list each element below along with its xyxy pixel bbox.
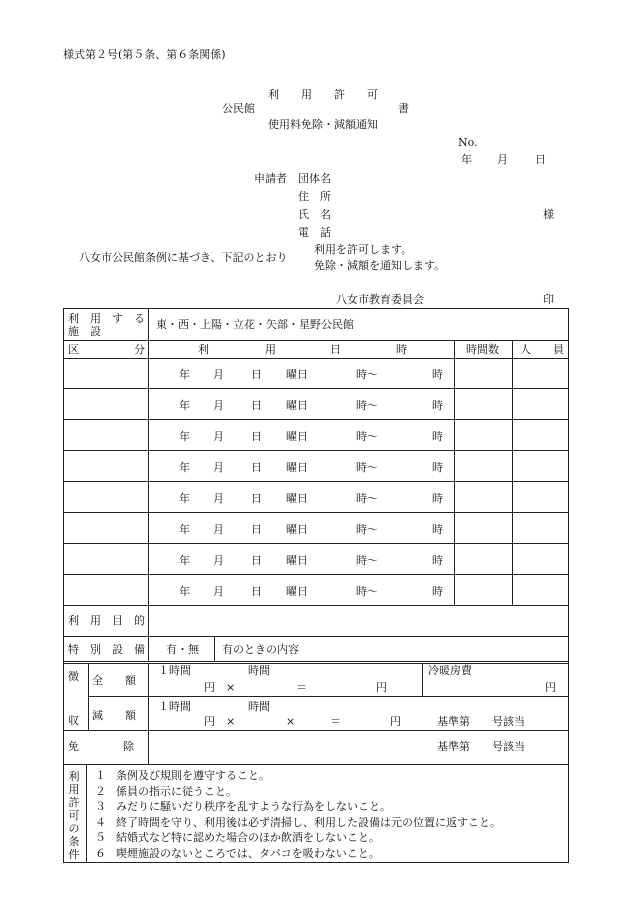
applicant-address: 住 所	[298, 190, 331, 203]
date-row-to: 時	[432, 399, 443, 412]
table-rule	[422, 663, 423, 696]
applicant-label: 申請者	[254, 172, 287, 185]
applicant-name: 氏 名	[298, 208, 331, 221]
date-row-weekday: 曜日	[286, 399, 308, 412]
table-rule	[148, 308, 149, 340]
date-row-month: 月	[213, 492, 224, 505]
condition-text: 終了時間を守り、利用後は必ず清掃し、利用した設備は元の位置に返すこと。	[116, 815, 501, 829]
condition-text: 条例及び規則を遵守すること。	[116, 769, 270, 782]
date-row-year: 年	[179, 585, 190, 598]
exempt-basis: 基準第 号該当	[437, 740, 525, 753]
issuer-seal: 印	[543, 293, 554, 306]
date-row-year: 年	[179, 461, 190, 474]
table-rule	[86, 764, 87, 862]
date-row-weekday: 曜日	[286, 523, 308, 536]
condition-text: 喫煙施設のないところでは、タバコを吸わないこと。	[116, 846, 380, 860]
facility-label: 利 用 す る 施 設	[68, 312, 145, 338]
condition-text: みだりに騒いだり秩序を乱すような行為をしないこと。	[116, 800, 391, 813]
date-row-weekday: 曜日	[286, 585, 308, 598]
date-row-day: 日	[251, 492, 262, 505]
header-people: 人 員	[520, 343, 564, 356]
date-row-from: 時～	[356, 523, 378, 536]
date-year: 年	[461, 153, 472, 166]
date-row-from: 時～	[356, 461, 378, 474]
table-rule	[63, 636, 568, 637]
equip-detail: 有のときの内容	[222, 643, 299, 656]
date-row-month: 月	[213, 368, 224, 381]
header-date-2: 用	[265, 343, 276, 356]
date-row-month: 月	[213, 461, 224, 474]
table-rule	[63, 481, 568, 482]
date-row-day: 日	[251, 523, 262, 536]
table-rule	[148, 606, 149, 636]
table-rule	[63, 663, 568, 664]
table-rule	[63, 730, 568, 731]
date-row-year: 年	[179, 430, 190, 443]
statement-option-2: 免除・減額を通知します。	[314, 259, 446, 272]
condition-text: 結婚式など特に認めた場合のほか飲酒をしないこと。	[116, 831, 380, 844]
table-rule	[63, 419, 568, 420]
fee-label-1: 徴	[68, 670, 79, 683]
condition-number: ６	[95, 846, 106, 860]
date-row-from: 時～	[356, 430, 378, 443]
date-month: 月	[497, 153, 508, 166]
table-rule	[148, 340, 149, 606]
date-row-day: 日	[251, 430, 262, 443]
date-row-month: 月	[213, 523, 224, 536]
equip-choice: 有・無	[166, 643, 199, 656]
table-rule	[454, 340, 455, 606]
table-rule	[568, 308, 569, 863]
date-row-from: 時～	[356, 368, 378, 381]
table-rule	[148, 663, 149, 730]
red-hours-2: 時間	[248, 700, 270, 713]
applicant-phone: 電 話	[298, 226, 331, 239]
full-hours-1: １時間	[158, 664, 191, 677]
table-rule	[63, 512, 568, 513]
heating-yen: 円	[545, 681, 556, 694]
date-row-to: 時	[432, 461, 443, 474]
red-basis: 基準第 号該当	[437, 715, 525, 728]
header-kubun-2: 分	[134, 343, 145, 356]
date-row-day: 日	[251, 399, 262, 412]
date-row-day: 日	[251, 585, 262, 598]
red-times-1: ×	[226, 715, 236, 728]
full-hours-2: 時間	[248, 664, 270, 677]
condition-number: ５	[95, 831, 106, 844]
date-day: 日	[535, 153, 546, 166]
header-date-3: 日	[330, 343, 341, 356]
table-rule	[63, 574, 568, 575]
statement-prefix: 八女市公民館条例に基づき、下記のとおり	[79, 251, 288, 264]
condition-number: ４	[95, 815, 106, 829]
header-hours: 時間数	[466, 343, 499, 356]
condition-text: 係員の指示に従うこと。	[116, 784, 237, 798]
table-rule	[148, 636, 149, 661]
red-hours-1: １時間	[158, 700, 191, 713]
heating-label: 冷暖房費	[428, 664, 472, 677]
condition-number: ２	[95, 784, 106, 798]
date-row-month: 月	[213, 399, 224, 412]
red-yen-2: 円	[390, 715, 401, 728]
statement-option-1: 利用を許可します。	[314, 243, 413, 256]
table-rule	[63, 661, 568, 662]
date-row-from: 時～	[356, 399, 378, 412]
table-rule	[63, 605, 568, 606]
number-label: No.	[458, 136, 478, 149]
full-times: ×	[226, 681, 236, 694]
header-kubun-1: 区	[68, 343, 79, 356]
table-rule	[63, 388, 568, 389]
date-row-to: 時	[432, 492, 443, 505]
date-row-month: 月	[213, 585, 224, 598]
conditions-label: 利用許可の条件	[68, 770, 80, 861]
table-rule	[63, 340, 568, 341]
date-row-weekday: 曜日	[286, 430, 308, 443]
facility-value: 東・西・上陽・立花・矢部・星野公民館	[156, 318, 354, 331]
table-rule	[63, 450, 568, 451]
condition-number: ３	[95, 800, 106, 813]
date-row-day: 日	[251, 554, 262, 567]
date-row-from: 時～	[356, 492, 378, 505]
table-rule	[63, 764, 568, 765]
full-eq: ＝	[296, 681, 307, 694]
table-rule	[214, 636, 215, 661]
date-row-from: 時～	[356, 585, 378, 598]
date-row-to: 時	[432, 523, 443, 536]
condition-number: １	[95, 769, 106, 782]
red-yen: 円	[204, 715, 215, 728]
title-line-3: 使用料免除・減額通知	[268, 118, 378, 131]
table-rule	[88, 696, 568, 697]
date-row-to: 時	[432, 430, 443, 443]
full-yen-2: 円	[376, 681, 387, 694]
title-line-1: 利 用 許 可	[268, 88, 378, 101]
table-rule	[63, 862, 568, 863]
full-yen: 円	[204, 681, 215, 694]
date-row-weekday: 曜日	[286, 368, 308, 381]
issuer-name: 八女市教育委員会	[336, 293, 424, 306]
date-row-year: 年	[179, 492, 190, 505]
date-row-weekday: 曜日	[286, 554, 308, 567]
applicant-group-name: 団体名	[298, 172, 331, 185]
header-date-4: 時	[396, 343, 407, 356]
date-row-weekday: 曜日	[286, 492, 308, 505]
table-rule	[63, 308, 64, 862]
red-eq: ＝	[330, 715, 341, 728]
date-row-year: 年	[179, 368, 190, 381]
title-left: 公民館	[222, 102, 255, 115]
date-row-weekday: 曜日	[286, 461, 308, 474]
table-rule	[63, 308, 568, 309]
date-row-to: 時	[432, 585, 443, 598]
date-row-to: 時	[432, 368, 443, 381]
header-date-1: 利	[198, 343, 209, 356]
table-rule	[63, 543, 568, 544]
red-times-2: ×	[286, 715, 296, 728]
reduced-label: 減 額	[92, 709, 136, 722]
full-label: 全 額	[92, 674, 136, 687]
date-row-day: 日	[251, 461, 262, 474]
date-row-day: 日	[251, 368, 262, 381]
date-row-month: 月	[213, 430, 224, 443]
date-row-year: 年	[179, 523, 190, 536]
table-rule	[148, 730, 149, 764]
form-id: 様式第２号(第５条、第６条関係)	[63, 48, 226, 61]
date-row-to: 時	[432, 554, 443, 567]
date-row-month: 月	[213, 554, 224, 567]
exempt-label: 免 除	[68, 740, 134, 753]
date-row-from: 時～	[356, 554, 378, 567]
title-right: 書	[398, 102, 409, 115]
date-row-year: 年	[179, 554, 190, 567]
equip-label: 特 別 設 備	[68, 643, 145, 656]
purpose-label: 利 用 目 的	[68, 614, 145, 627]
fee-label-2: 収	[68, 714, 79, 727]
table-rule	[512, 340, 513, 606]
date-row-year: 年	[179, 399, 190, 412]
applicant-sama: 様	[543, 208, 554, 221]
table-rule	[63, 358, 568, 359]
table-rule	[88, 663, 89, 730]
